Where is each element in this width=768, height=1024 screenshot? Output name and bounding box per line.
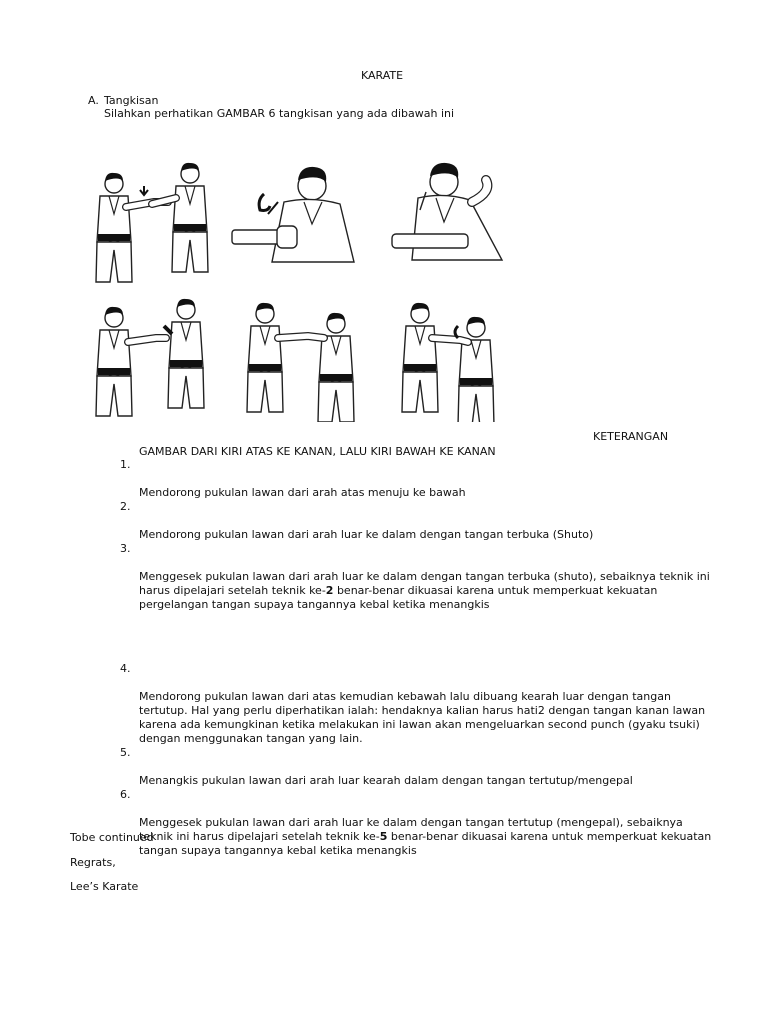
list-item — [120, 746, 720, 788]
list-item-number: 1. — [120, 458, 131, 471]
list-item-number: 6. — [120, 788, 131, 801]
list-item — [120, 500, 720, 542]
list-item-number: 5. — [120, 746, 131, 759]
panel-2 — [232, 167, 354, 262]
list-item-text: Mendorong pukulan lawan dari atas kemudian kebawah lalu dibuang kearah luar dengan tangan tertutup. Hal yang perlu diperhatikan ialah: hendaknya kalian harus hati2 dengan tangan kanan lawan karena ada kemungkinan ketika melakukan ini lawan akan mengeluarkan second punch (gyaku tsuki) dengan menggunakan tangan yang lain. — [139, 690, 706, 745]
footer-signature: Lee’s Karate — [70, 880, 139, 893]
list-item — [120, 788, 720, 858]
section-heading: Tangkisan — [104, 94, 159, 107]
list-item-text: Mendorong pukulan lawan dari arah atas menuju ke bawah — [139, 486, 466, 499]
section-marker: A. — [88, 94, 99, 107]
list-item — [120, 542, 720, 612]
list-item-bold-number: 2 — [325, 584, 334, 597]
list-item-text: Menangkis pukulan lawan dari arah luar kearah dalam dengan tangan tertutup/mengepal — [139, 774, 633, 787]
panel-6 — [402, 303, 494, 422]
list-item — [120, 458, 720, 500]
list-item-bold-number: 5 — [379, 830, 388, 843]
list-item-text-part-a: Menggesek pukulan lawan dari arah luar ke dalam dengan tangan tertutup (mengepal), sebaiknya teknik ini harus dipelajari setelah teknik ke- — [139, 816, 683, 843]
list-item — [120, 662, 720, 746]
list-item-number: 3. — [120, 542, 131, 555]
list-item-text-part-b: benar-benar dikuasai karena untuk memperkuat kekuatan tangan supaya tangannya kebal ketika menangkis — [139, 830, 712, 857]
list-item-text-part-b: benar-benar dikuasai karena untuk memperkuat kekuatan pergelangan tangan supaya tangannya kebal ketika menangkis — [139, 584, 658, 611]
footer-regards: Regrats, — [70, 856, 116, 869]
list-item-number: 4. — [120, 662, 131, 675]
notes-list-bottom — [120, 662, 720, 858]
notes-label: KETERANGAN — [593, 430, 669, 443]
list-item-number: 2. — [120, 500, 131, 513]
notes-list-top — [120, 458, 720, 612]
panel-5 — [247, 303, 354, 422]
section-subtitle: Silahkan perhatikan GAMBAR 6 tangkisan yang ada dibawah ini — [104, 107, 455, 120]
panel-1 — [96, 163, 208, 282]
notes-heading: GAMBAR DARI KIRI ATAS KE KANAN, LALU KIRI BAWAH KE KANAN — [139, 445, 496, 458]
document-title: KARATE — [361, 69, 404, 82]
panel-3 — [392, 163, 502, 260]
panel-4 — [96, 299, 204, 416]
list-item-text: Mendorong pukulan lawan dari arah luar ke dalam dengan tangan terbuka (Shuto) — [139, 528, 594, 541]
footer-continued: Tobe continued — [70, 831, 154, 844]
illustration-svg — [72, 152, 522, 422]
list-item-text-part-a: Menggesek pukulan lawan dari arah luar ke dalam dengan tangan terbuka (shuto), sebaiknya teknik ini harus dipelajari setelah teknik ke- — [139, 570, 710, 597]
karate-blocks-illustration — [72, 152, 522, 422]
